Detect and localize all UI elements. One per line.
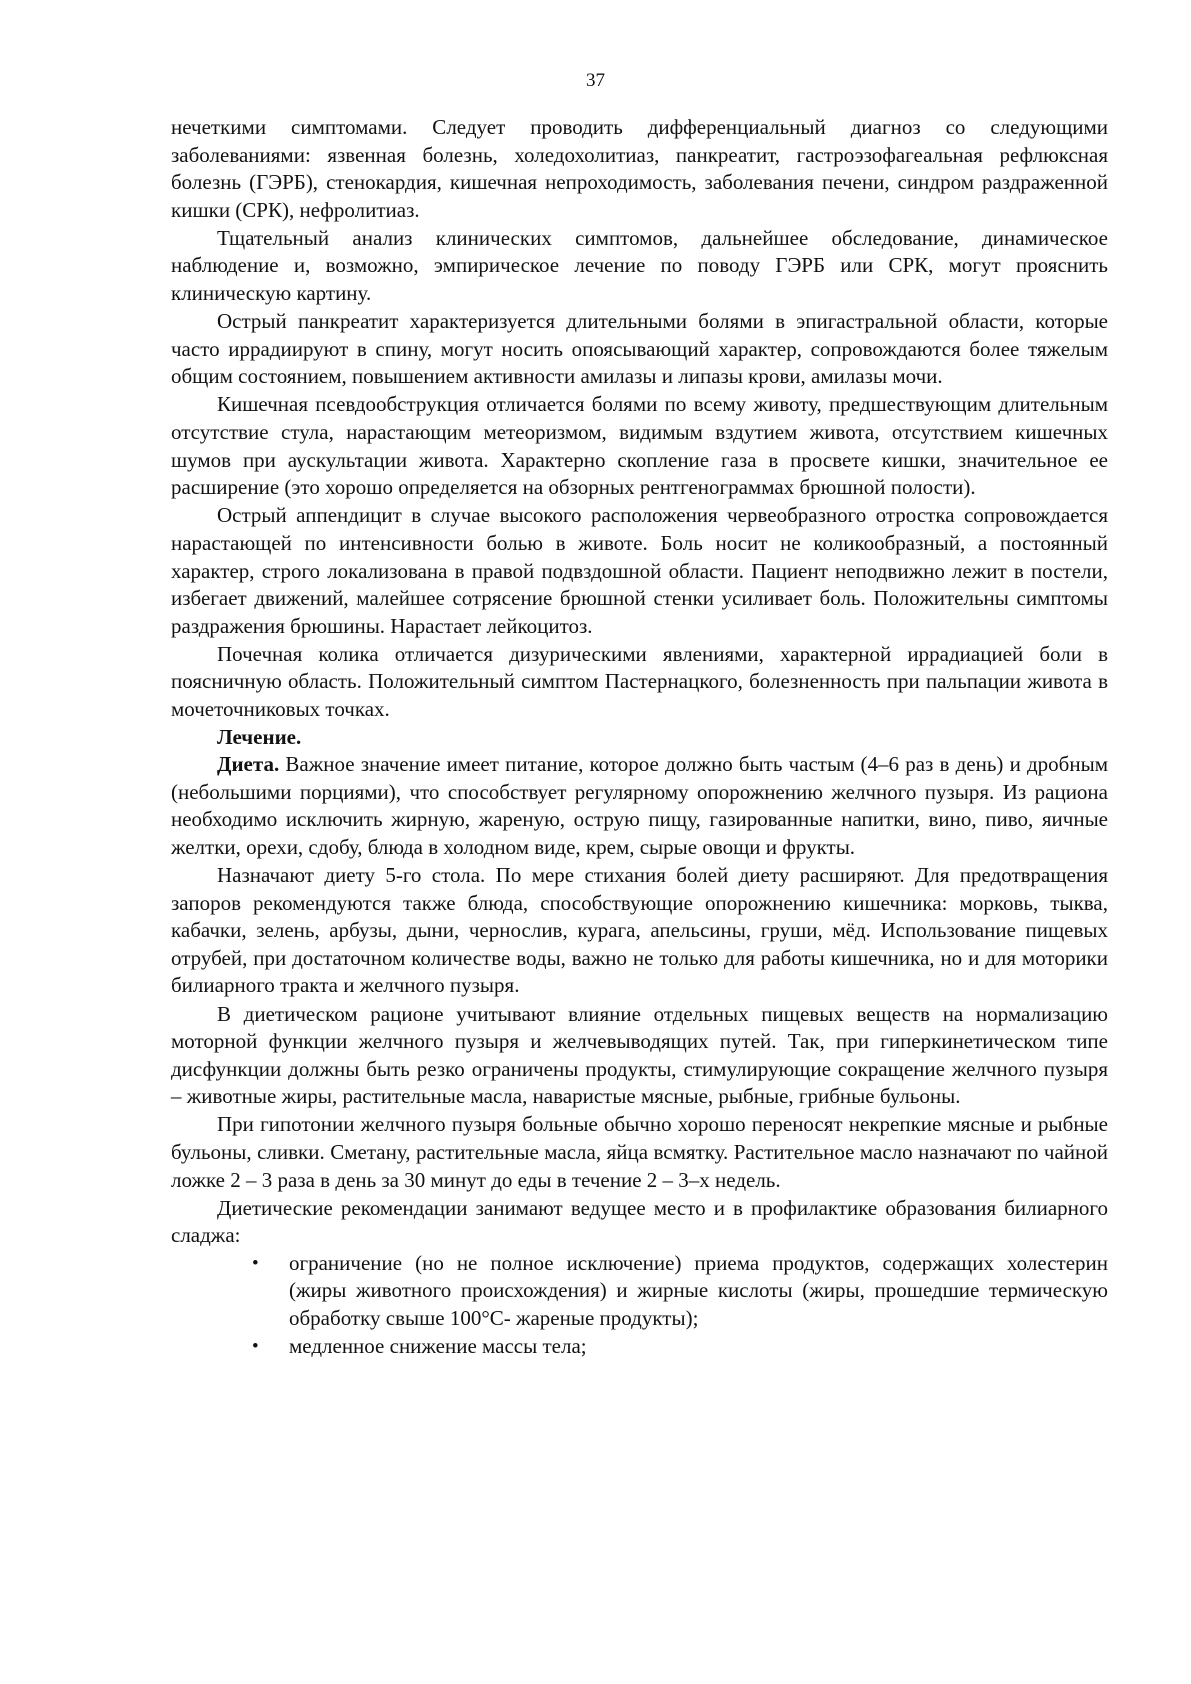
- paragraph-text: Почечная колика отличается дизурическими явлениями, характерной иррадиацией боли в поясничную область. Положительный симптом Пастернацкого, болезненность при пальпации живота в мочеточниковых точках.: [171, 641, 1108, 721]
- paragraph: [171, 502, 1108, 640]
- bullet-icon: •: [252, 1252, 259, 1274]
- paragraph: [171, 1111, 1108, 1194]
- paragraph: [171, 308, 1108, 391]
- paragraph-text: В диетическом рационе учитывают влияние отдельных пищевых веществ на нормализацию моторной функции желчного пузыря и желчевыводящих путей. Так, при гиперкинетическом типе дисфункции должны быть резко ограничены продукты, стимулирующие сокращение желчного пузыря – животные жиры, растительные масла, наваристые мясные, рыбные, грибные бульоны.: [171, 1001, 1108, 1109]
- bullet-list: [171, 1250, 1108, 1360]
- paragraph-text: Кишечная псевдообструкция отличается болями по всему животу, предшествующим длительным отсутствие стула, нарастающим метеоризмом, видимым вздутием живота, отсутствием кишечных шумов при аускультации живота. Характерно скопление газа в просвете кишки, значительное ее расширение (это хорошо определяется на обзорных рентгенограммах брюшной полости).: [171, 392, 1108, 500]
- paragraph-text: Острый аппендицит в случае высокого расположения червеобразного отростка сопровождается нарастающей по интенсивности болью в животе. Боль носит не коликообразный, а постоянный характер, строго локализована в правой подвздошной области. Пациент неподвижно лежит в постели, избегает движений, малейшее сотрясение брюшной стенки усиливает боль. Положительны симптомы раздражения брюшины. Нарастает лейкоцитоз.: [171, 503, 1108, 638]
- paragraph-text: Тщательный анализ клинических симптомов, дальнейшее обследование, динамическое наблюдение и, возможно, эмпирическое лечение по поводу ГЭРБ или СРК, могут прояснить клиническую картину.: [171, 225, 1108, 306]
- paragraph-text: Диетические рекомендации занимают ведущее место и в профилактике образования билиарного сладжа:: [171, 1195, 1108, 1248]
- bullet-icon: •: [252, 1335, 259, 1357]
- list-item-text: ограничение (но не полное исключение) приема продуктов, содержащих холестерин (жиры животного происхождения) и жирные кислоты (жиры, прошедшие термическую обработку свыше 100°С- жареные продукты);: [289, 1250, 1108, 1331]
- paragraph: [171, 641, 1108, 724]
- paragraph: [171, 1195, 1108, 1250]
- body-text: [171, 114, 1108, 1360]
- list-item-text: медленное снижение массы тела;: [289, 1333, 587, 1358]
- paragraph-lead: Диета.: [217, 752, 280, 777]
- list-item: [171, 1250, 1108, 1333]
- paragraph: [171, 862, 1108, 1000]
- paragraph-text: нечеткими симптомами. Следует проводить дифференциальный диагноз со следующими заболеваниями: язвенная болезнь, холедохолитиаз, панкреатит, гастроэзофагеальная рефлюксная болезнь (ГЭРБ), стенокардия, кишечная непроходимость, заболевания печени, синдром раздраженной кишки (СРК), нефролитиаз.: [171, 115, 1108, 222]
- list-item: [171, 1333, 1108, 1361]
- paragraph-text: Важное значение имеет питание, которое должно быть частым (4–6 раз в день) и дробным (небольшими порциями), что способствует регулярному опорожнению желчного пузыря. Из рациона необходимо исключить жирную, жареную, острую пищу, газированные напитки, вино, пиво, яичные желтки, орехи, сдобу, блюда в холодном виде, крем, сырые овощи и фрукты.: [171, 752, 1108, 859]
- paragraph: [171, 114, 1108, 224]
- paragraph: [171, 225, 1108, 308]
- paragraph: [171, 751, 1108, 861]
- paragraph-text: Назначают диету 5-го стола. По мере стихания болей диету расширяют. Для предотвращения запоров рекомендуются также блюда, способствующие опорожнению кишечника: морковь, тыква, кабачки, зелень, арбузы, дыни, чернослив, курага, апельсины, груши, мёд. Использование пищевых отрубей, при достаточном количестве воды, важно не только для работы кишечника, но и для моторики билиарного тракта и желчного пузыря.: [171, 863, 1108, 998]
- paragraph: [171, 1001, 1108, 1111]
- section-heading: Лечение.: [217, 724, 302, 749]
- page-number: 37: [586, 70, 605, 91]
- paragraph-text: При гипотонии желчного пузыря больные обычно хорошо переносят некрепкие мясные и рыбные бульоны, сливки. Сметану, растительные масла, яйца всмятку. Растительное масло назначают по чайной ложке 2 – 3 раза в день за 30 минут до еды в течение 2 – 3–х недель.: [171, 1112, 1108, 1192]
- paragraph-text: Острый панкреатит характеризуется длительными болями в эпигастральной области, которые часто иррадиируют в спину, могут носить опоясывающий характер, сопровождаются более тяжелым общим состоянием, повышением активности амилазы и липазы крови, амилазы мочи.: [171, 309, 1108, 389]
- paragraph: [171, 391, 1108, 501]
